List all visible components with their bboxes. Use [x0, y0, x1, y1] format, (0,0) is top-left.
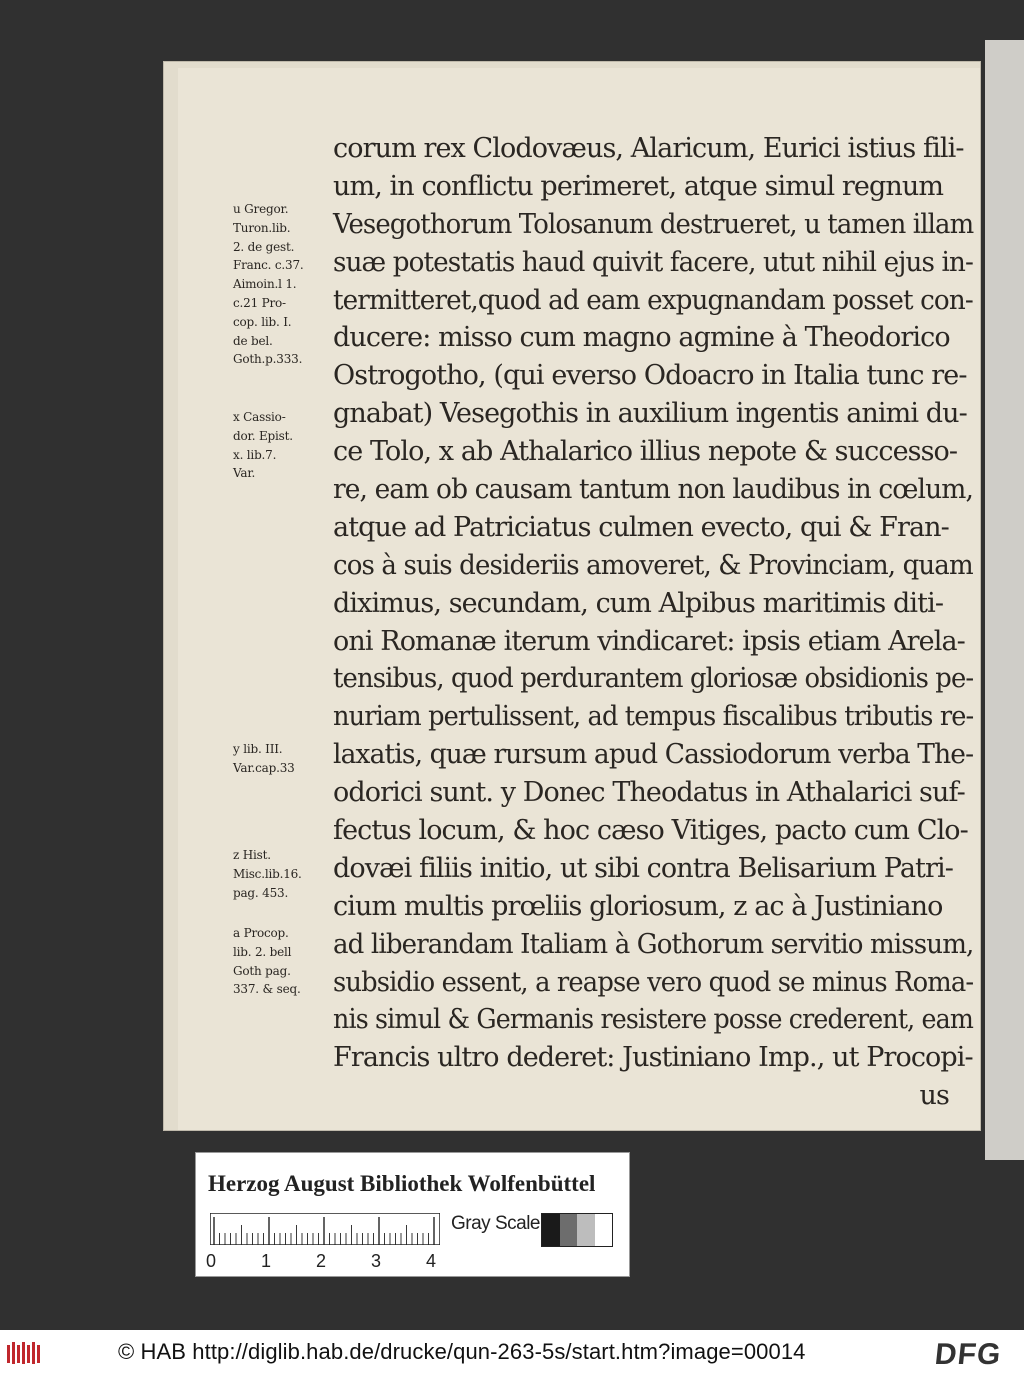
margin-note-u: [233, 200, 328, 369]
margin-note-x: [233, 408, 328, 483]
body-text-line: um, in conflictu perimeret, atque simul regnum: [333, 170, 944, 202]
ruler-number: 4: [426, 1251, 437, 1271]
body-text-line: ad liberandam Italiam à Gothorum servitio missum,: [333, 928, 974, 960]
margin-note-a: [233, 924, 328, 999]
body-text-line: Ostrogotho, (qui everso Odoacro in Italia tunc re-: [333, 360, 967, 392]
body-text-line: nis simul & Germanis resistere posse crederent, eam: [333, 1004, 974, 1036]
hab-logo-bar: [37, 1345, 40, 1363]
margin-note-line: Franc. c.37.: [233, 258, 304, 273]
body-text-line: termitteret,quod ad eam expugnandam posset con-: [333, 284, 973, 316]
body-text-line: odorici sunt. y Donec Theodatus in Athalarici suf-: [333, 777, 965, 809]
hab-logo-icon: [6, 1340, 42, 1366]
margin-note-line: a Procop.: [233, 926, 289, 940]
margin-note-line: x Cassio-: [233, 410, 286, 424]
margin-note-line: c.21 Pro-: [233, 295, 286, 310]
margin-note-line: Var.cap.33: [233, 760, 295, 775]
margin-note-line: de bel.: [233, 333, 273, 348]
ruler-number: 3: [371, 1251, 382, 1271]
color-scale-card: [195, 1152, 630, 1277]
body-text-line: gnabat) Vesegothis in auxilium ingentis animi du-: [333, 398, 967, 430]
margin-note-line: Goth pag.: [233, 963, 291, 978]
margin-note-line: Goth.p.333.: [233, 352, 303, 367]
hab-logo-bar: [17, 1345, 20, 1363]
body-text-line: Vesegothorum Tolosanum destrueret, u tamen illam: [333, 208, 974, 240]
margin-note-line: 2. de gest.: [233, 239, 295, 254]
dfg-logo: DFG: [933, 1338, 1004, 1371]
ruler-number: 2: [316, 1251, 327, 1271]
body-text-line: ducere: misso cum magno agmine à Theodorico: [333, 322, 950, 354]
margin-note-line: pag. 453.: [233, 885, 289, 900]
margin-note-z: [233, 846, 328, 902]
body-text-line: fectus locum, & hoc cæso Vitiges, pacto cum Clo-: [333, 815, 968, 847]
ruler-number: 1: [261, 1251, 272, 1271]
body-text-line: us: [919, 1080, 949, 1112]
body-text-line: re, eam ob causam tantum non laudibus in cœlum,: [333, 474, 974, 506]
body-text-line: cos à suis desideriis amoveret, & Provinciam, quam: [333, 549, 973, 581]
footer-copyright-link[interactable]: © HAB http://diglib.hab.de/drucke/qun-263-5s/start.htm?image=00014: [118, 1339, 806, 1364]
ruler-scale: [210, 1213, 440, 1245]
page-paper: [178, 68, 980, 1130]
hab-logo-bar: [7, 1345, 10, 1363]
body-text-line: suæ potestatis haud quivit facere, utut nihil ejus in-: [333, 246, 973, 278]
body-text: [333, 130, 973, 1115]
margin-note-line: x. lib.7.: [233, 447, 277, 462]
ruler-number: 0: [206, 1251, 217, 1271]
hab-logo-bar: [22, 1342, 25, 1364]
margin-note-line: cop. lib. I.: [233, 314, 292, 329]
margin-note-line: Aimoin.l 1.: [233, 277, 297, 292]
body-text-line: laxatis, quæ rursum apud Cassiodorum verba The-: [333, 739, 974, 771]
body-text-line: cium multis prœliis gloriosum, z ac à Justiniano: [333, 890, 943, 922]
body-text-line: corum rex Clodovæus, Alaricum, Eurici istius fili-: [333, 133, 964, 164]
margin-note-line: lib. 2. bell: [233, 944, 292, 959]
margin-note-y: [233, 740, 328, 778]
gray-swatch: [577, 1214, 595, 1246]
book-page: [164, 62, 980, 1130]
margin-note-line: Misc.lib.16.: [233, 866, 302, 881]
body-text-line: diximus, secundam, cum Alpibus maritimis diti-: [333, 587, 944, 619]
body-text-line: nuriam pertulissent, ad tempus fiscalibus tributis re-: [333, 701, 974, 733]
margin-note-line: y lib. III.: [233, 742, 283, 756]
body-text-line: oni Romanæ iterum vindicaret: ipsis etiam Arela-: [333, 625, 965, 657]
body-text-line: ce Tolo, x ab Athalarico illius nepote & successo-: [333, 436, 958, 468]
library-name: Herzog August Bibliothek Wolfenbüttel: [208, 1171, 596, 1196]
gray-swatch: [595, 1214, 613, 1246]
margin-note-line: z Hist.: [233, 848, 271, 862]
margin-note-line: 337. & seq.: [233, 982, 301, 997]
gray-swatch: [542, 1214, 560, 1246]
footer-bar: [0, 1330, 1024, 1376]
body-text-line: atque ad Patriciatus culmen evecto, qui & Fran-: [333, 511, 949, 543]
body-text-line: Francis ultro dederet: Justiniano Imp., ut Procopi-: [333, 1042, 973, 1074]
hab-logo-bar: [32, 1342, 35, 1364]
ruler-numbers: [206, 1251, 446, 1271]
body-text-line: dovæi filiis initio, ut sibi contra Belisarium Patri-: [333, 852, 953, 884]
margin-note-line: Turon.lib.: [233, 220, 291, 235]
gray-swatch: [560, 1214, 578, 1246]
margin-note-line: dor. Epist.: [233, 428, 293, 443]
body-text-line: subsidio essent, a reapse vero quod se minus Roma-: [333, 966, 974, 998]
adjacent-page-edge: [985, 40, 1024, 1160]
hab-logo-bar: [12, 1342, 15, 1364]
body-text-line: tensibus, quod perdurantem gloriosæ obsidionis pe-: [333, 663, 974, 695]
gray-scale-swatches: [541, 1213, 613, 1247]
margin-note-line: u Gregor.: [233, 202, 289, 216]
margin-note-line: Var.: [233, 466, 256, 481]
gray-scale-label: Gray Scale: [451, 1213, 540, 1234]
hab-logo-bar: [27, 1345, 30, 1363]
